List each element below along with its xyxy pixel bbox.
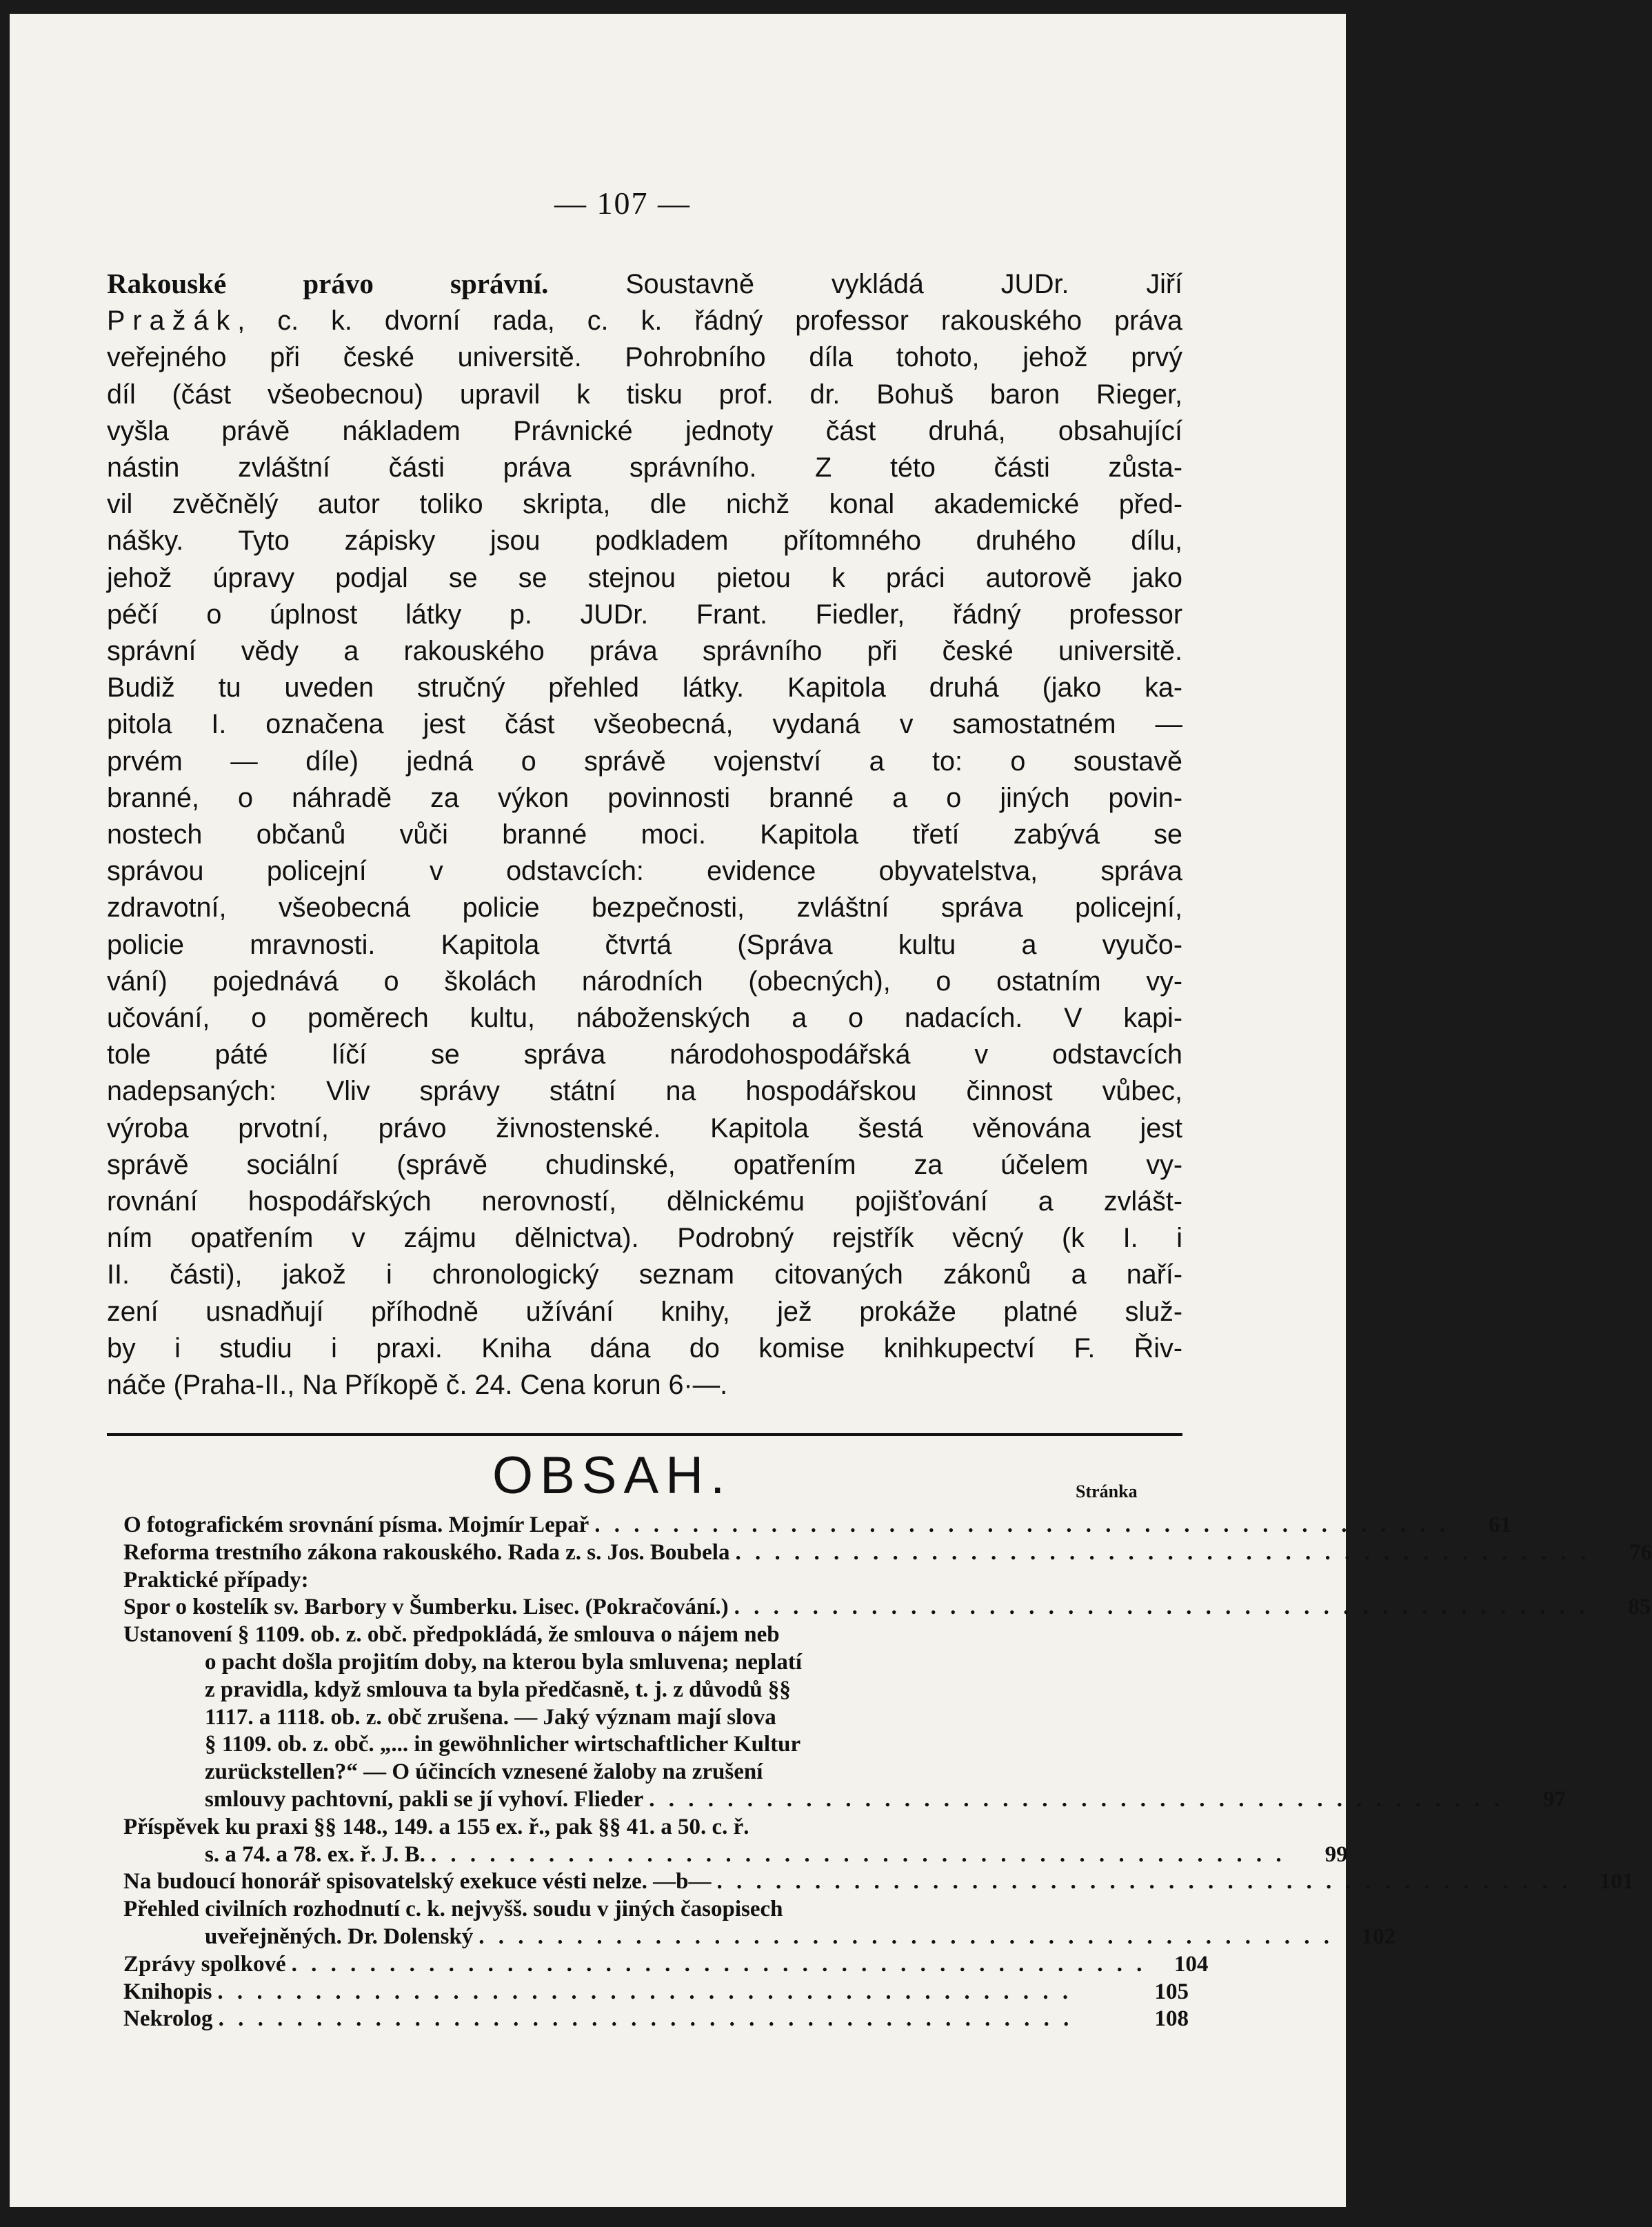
review-line [107,1220,1182,1257]
review-text: Budiž tu uveden stručný přehled látky. Kapitola druhá (jako ka- [107,672,1182,703]
toc-entry [123,2006,1189,2033]
page-column-label: Stránka [1076,1481,1138,1501]
review-text: branné, o náhradě za výkon povinnosti branné a o jiných povin- [107,782,1182,813]
review-text: tole páté líčí se správa národohospodářská v odstavcích [107,1039,1182,1070]
book-review-paragraph [107,266,1182,1404]
toc-page-number: 101 [1599,1869,1634,1895]
toc-page-number [1127,1759,1189,1786]
review-line [107,486,1182,523]
review-line [107,927,1182,963]
review-text: , c. k. dvorní rada, c. k. řádný professor rakouského práva [237,306,1182,337]
toc-entry [123,1924,1396,1951]
toc-entry-title: smlouvy pachtovní, pakli se jí vyhoví. Flieder [205,1786,644,1812]
review-line [107,817,1182,853]
review-line [107,413,1182,450]
toc-entry-title: Zprávy spolkové [123,1951,286,1977]
toc-entry [123,1512,1511,1539]
review-text: nástin zvláštní části práva správního. Z této části zůsta- [107,452,1182,483]
toc-page-number: 108 [1154,2006,1189,2032]
leader-dots: . . . . . . . . . . . . . . . . . . . . . . . . . . . . . . . . . . . . . . . . . . . . [734,1595,1589,1620]
review-line [107,780,1182,817]
contents-heading: OBSAH. [492,1446,732,1505]
toc-page-number [1127,1677,1189,1704]
leader-dots [776,1704,1127,1732]
toc-entry-title: Na budoucí honorář spisovatelský exekuce vésti nelze. —b— [123,1869,712,1895]
review-text: vil zvěčnělý autor toliko skripta, dle nichž konal akademické před- [107,489,1182,520]
review-line [107,1000,1182,1037]
review-line [107,1330,1182,1367]
toc-entry-title: uveřejněných. Dr. Dolenský [205,1924,474,1949]
toc-page-number [1127,1814,1189,1841]
review-line [107,1257,1182,1293]
review-text: rovnání hospodářských nerovností, dělnickému pojišťování a zvlášt- [107,1186,1182,1217]
leader-dots [783,1896,1127,1924]
toc-entry-title: 1117. a 1118. ob. z. obč zrušena. — Jaký význam mají slova [205,1704,776,1730]
toc-entry-title: zurückstellen?“ — O účincích vznesené žaloby na zrušení [205,1759,763,1785]
toc-entry-title: Ustanovení § 1109. ob. z. obč. předpokládá, že smlouva o nájem neb [123,1622,780,1648]
leader-dots: . . . . . . . . . . . . . . . . . . . . . . . . . . . . . . . . . . . . . . . . . . . . [479,1924,1334,1949]
review-line [107,1294,1182,1330]
page-number: — 107 — [554,186,691,221]
review-text: zdravotní, všeobecná policie bezpečnosti, zvláštní správa policejní, [107,892,1182,923]
leader-dots: . . . . . . . . . . . . . . . . . . . . . . . . . . . . . . . . . . . . . . . . . . . . [735,1539,1591,1565]
leader-dots: . . . . . . . . . . . . . . . . . . . . . . . . . . . . . . . . . . . . . . . . . . . . [218,2006,1074,2032]
toc-entry-title: z pravidla, když smlouva ta byla předčasně, t. j. z důvodů §§ [205,1677,791,1702]
leader-dots [309,1567,1127,1595]
toc-entry-title: Knihopis [123,1979,212,2004]
leader-dots [802,1649,1127,1677]
toc-entry [123,1649,1189,1677]
review-line [107,670,1182,706]
toc-entry-title: Praktické případy: [123,1567,309,1592]
review-line [107,303,1182,339]
toc-entry-title: Nekrolog [123,2006,213,2032]
review-line [107,633,1182,670]
review-text: ním opatřením v zájmu dělnictva). Podrobný rejstřík věcný (k I. i [107,1223,1182,1254]
review-text: náče (Praha-II., Na Příkopě č. 24. Cena korun 6·—. [107,1370,728,1401]
toc-entry [123,1979,1189,2006]
toc-entry [123,1896,1189,1924]
review-heading: Rakouské právo správní. [107,268,549,299]
toc-page-number [1127,1567,1189,1595]
review-line [107,853,1182,890]
review-text: nášky. Tyto zápisky jsou podkladem přítomného druhého dílu, [107,526,1182,557]
review-text: vyšla právě nákladem Právnické jednoty část druhá, obsahující [107,415,1182,446]
document-page [10,14,1652,2207]
review-line [107,1110,1182,1147]
review-text: prvém — díle) jedná o správě vojenství a to: o soustavě [107,746,1182,777]
review-line [107,1367,1182,1404]
toc-page-number [1127,1649,1189,1677]
toc-page-number: 102 [1361,1924,1396,1949]
toc-page-number: 97 [1542,1786,1566,1812]
toc-page-number: 99 [1324,1841,1348,1867]
toc-entry-title: o pacht došla projitím doby, na kterou byla smluvena; neplatí [205,1649,803,1675]
review-text: jehož úpravy podjal se se stejnou pietou k práci autorově jako [107,562,1182,593]
toc-entry [123,1539,1652,1567]
review-line [107,560,1182,597]
toc-entry [123,1704,1189,1732]
leader-dots: . . . . . . . . . . . . . . . . . . . . . . . . . . . . . . . . . . . . . . . . . . . . [217,1979,1073,2004]
toc-entry-title: O fotografickém srovnání písma. Mojmír Lepař [123,1512,590,1537]
review-line [107,963,1182,1000]
leader-dots: . . . . . . . . . . . . . . . . . . . . . . . . . . . . . . . . . . . . . . . . . . . . [594,1512,1449,1537]
review-line [107,523,1182,559]
toc-page-number [1127,1621,1189,1649]
toc-entry [123,1868,1634,1896]
leader-dots: . . . . . . . . . . . . . . . . . . . . . . . . . . . . . . . . . . . . . . . . . . . . [649,1786,1504,1812]
table-of-contents [123,1512,1652,2033]
toc-entry [123,1841,1348,1869]
toc-page-number: 85 [1628,1595,1651,1620]
toc-entry [123,1759,1189,1786]
review-line [107,1073,1182,1110]
author-name: Pražák [107,306,238,337]
leader-dots [800,1731,1127,1759]
leader-dots [780,1621,1127,1649]
review-line [107,450,1182,486]
toc-entry-title: Příspěvek ku praxi §§ 148., 149. a 155 ex. ř., pak §§ 41. a 50. c. ř. [123,1814,749,1839]
toc-entry [123,1731,1189,1759]
review-line [107,1184,1182,1220]
leader-dots [791,1677,1127,1704]
toc-entry [123,1621,1189,1649]
review-text: péčí o úplnost látky p. JUDr. Frant. Fiedler, řádný professor [107,599,1182,630]
leader-dots: . . . . . . . . . . . . . . . . . . . . . . . . . . . . . . . . . . . . . . . . . . . . [430,1841,1286,1867]
toc-entry [123,1567,1189,1595]
review-text: veřejného při české universitě. Pohrobního díla tohoto, jehož prvý [107,342,1182,373]
toc-page-number: 76 [1629,1539,1652,1565]
review-text: II. části), jakož i chronologický seznam citovaných zákonů a naří- [107,1259,1182,1290]
toc-entry-title: Spor o kostelík sv. Barbory v Šumberku. Lisec. (Pokračování.) [123,1595,729,1620]
toc-page-number: 104 [1173,1951,1209,1977]
review-text: díl (část všeobecnou) upravil k tisku prof. dr. Bohuš baron Rieger, [107,379,1182,410]
toc-entry [123,1594,1651,1621]
review-line [107,1147,1182,1184]
leader-dots: . . . . . . . . . . . . . . . . . . . . . . . . . . . . . . . . . . . . . . . . . . . . [291,1951,1147,1977]
review-text: správní vědy a rakouského práva správního při české universitě. [107,636,1182,667]
toc-page-number: 61 [1488,1512,1511,1537]
toc-entry-title: § 1109. ob. z. obč. „... in gewöhnlicher wirtschaftlicher Kultur [205,1732,801,1757]
review-text: by i studiu i praxi. Kniha dána do komise knihkupectví F. Řiv- [107,1332,1182,1364]
review-line [107,743,1182,780]
review-line [107,890,1182,926]
leader-dots [763,1759,1127,1786]
review-line [107,266,1182,303]
review-text: učování, o poměrech kultu, náboženských a o nadacích. V kapi- [107,1003,1182,1034]
toc-page-number: 105 [1154,1979,1189,2004]
toc-entry [123,1814,1189,1841]
review-line [107,597,1182,633]
toc-entry-title: Přehled civilních rozhodnutí c. k. nejvyšš. soudu v jiných časopisech [123,1897,783,1922]
review-text: nostech občanů vůči branné moci. Kapitola třetí zabývá se [107,819,1182,850]
toc-entry-title: s. a 74. a 78. ex. ř. J. B. [205,1841,425,1867]
toc-entry [123,1951,1209,1979]
review-text: výroba prvotní, právo živnostenské. Kapitola šestá věnována jest [107,1112,1182,1144]
leader-dots: . . . . . . . . . . . . . . . . . . . . . . . . . . . . . . . . . . . . . . . . . . . . [716,1869,1572,1895]
toc-page-number [1127,1731,1189,1759]
review-text: policie mravnosti. Kapitola čtvrtá (Správa kultu a vyučo- [107,929,1182,960]
review-text: pitola I. označena jest část všeobecná, vydaná v samostatném — [107,709,1182,740]
review-text: Soustavně vykládá JUDr. Jiří [548,269,1182,299]
review-text: vání) pojednává o školách národních (obecných), o ostatním vy- [107,966,1182,997]
toc-page-number [1127,1896,1189,1924]
review-text: správě sociální (správě chudinské, opatřením za účelem vy- [107,1149,1182,1180]
section-divider [107,1433,1182,1436]
review-line [107,706,1182,743]
toc-entry-title: Reforma trestního zákona rakouského. Rada z. s. Jos. Boubela [123,1539,730,1565]
review-text: správou policejní v odstavcích: evidence obyvatelstva, správa [107,856,1182,887]
review-line [107,1037,1182,1073]
leader-dots [749,1814,1127,1841]
review-text: zení usnadňují příhodně užívání knihy, jež prokáže platné služ- [107,1296,1182,1327]
review-line [107,377,1182,413]
review-text: nadepsaných: Vliv správy státní na hospodářskou činnost vůbec, [107,1076,1182,1107]
toc-entry [123,1786,1566,1814]
toc-page-number [1127,1704,1189,1732]
toc-entry [123,1677,1189,1704]
review-line [107,339,1182,376]
